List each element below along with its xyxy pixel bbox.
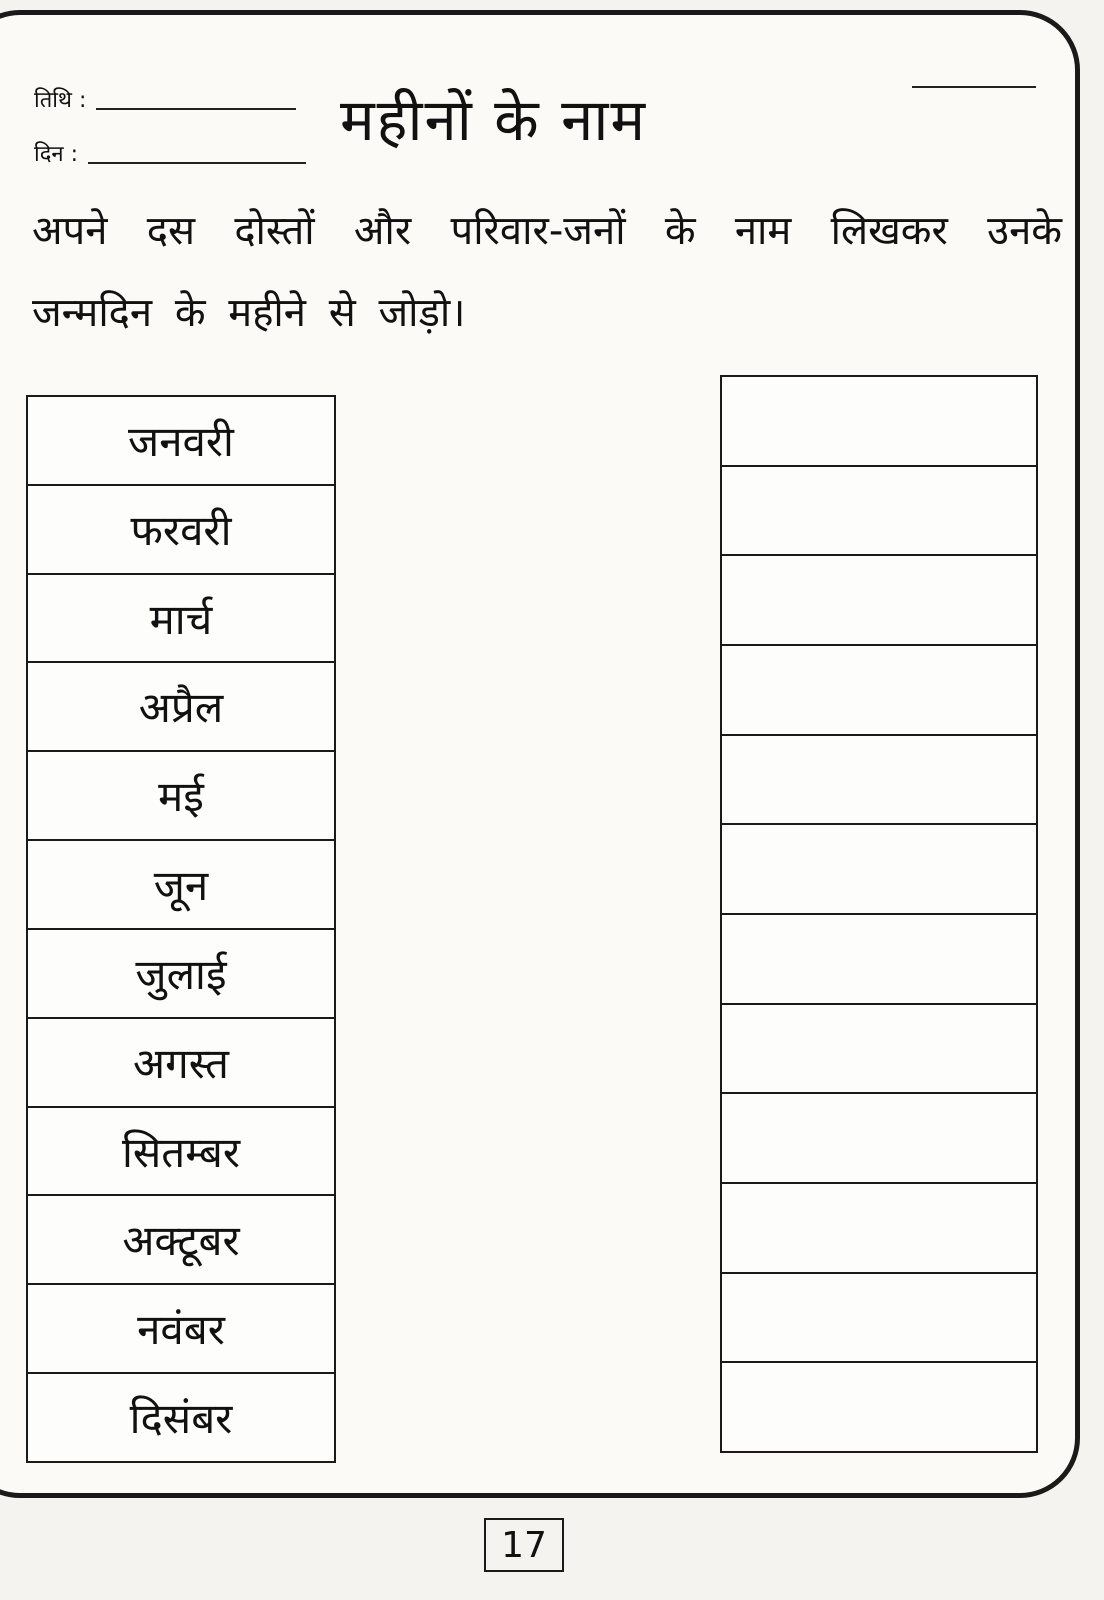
month-cell: अगस्त <box>28 1017 334 1106</box>
name-box[interactable] <box>722 554 1036 644</box>
month-cell: मार्च <box>28 573 334 662</box>
day-blank-line[interactable] <box>88 162 306 164</box>
date-label: तिथि : <box>34 88 87 113</box>
name-box[interactable] <box>722 734 1036 824</box>
month-cell: जुलाई <box>28 928 334 1017</box>
instruction-text: अपने दस दोस्तों और परिवार-जनों के नाम लिखकर उनके जन्मदिन के महीने से जोड़ो। <box>32 208 1062 336</box>
month-cell: मई <box>28 750 334 839</box>
page-number: 17 <box>484 1518 564 1572</box>
day-field <box>34 138 306 168</box>
month-cell: जनवरी <box>128 416 234 466</box>
name-box[interactable] <box>722 913 1036 1003</box>
month-cell: अक्टूबर <box>28 1194 334 1283</box>
name-box[interactable] <box>722 465 1036 555</box>
name-box-list <box>720 375 1038 1453</box>
month-list <box>26 395 336 1463</box>
month-cell: सितम्बर <box>28 1106 334 1195</box>
name-box[interactable] <box>722 377 1036 465</box>
month-cell: नवंबर <box>28 1283 334 1372</box>
page-title: महीनों के नाम <box>340 86 648 154</box>
month-cell: जून <box>28 839 334 928</box>
corner-blank-line <box>912 86 1036 88</box>
month-cell: फरवरी <box>28 484 334 573</box>
date-blank-line[interactable] <box>96 108 296 110</box>
month-cell: दिसंबर <box>28 1372 334 1461</box>
name-box[interactable] <box>722 1003 1036 1093</box>
name-box[interactable] <box>722 1182 1036 1272</box>
day-label: दिन : <box>34 142 78 167</box>
month-cell: अप्रैल <box>28 661 334 750</box>
date-field <box>34 84 296 114</box>
name-box[interactable] <box>722 1361 1036 1451</box>
name-box[interactable] <box>722 644 1036 734</box>
name-box[interactable] <box>722 1272 1036 1362</box>
name-box[interactable] <box>722 823 1036 913</box>
name-box[interactable] <box>722 1092 1036 1182</box>
